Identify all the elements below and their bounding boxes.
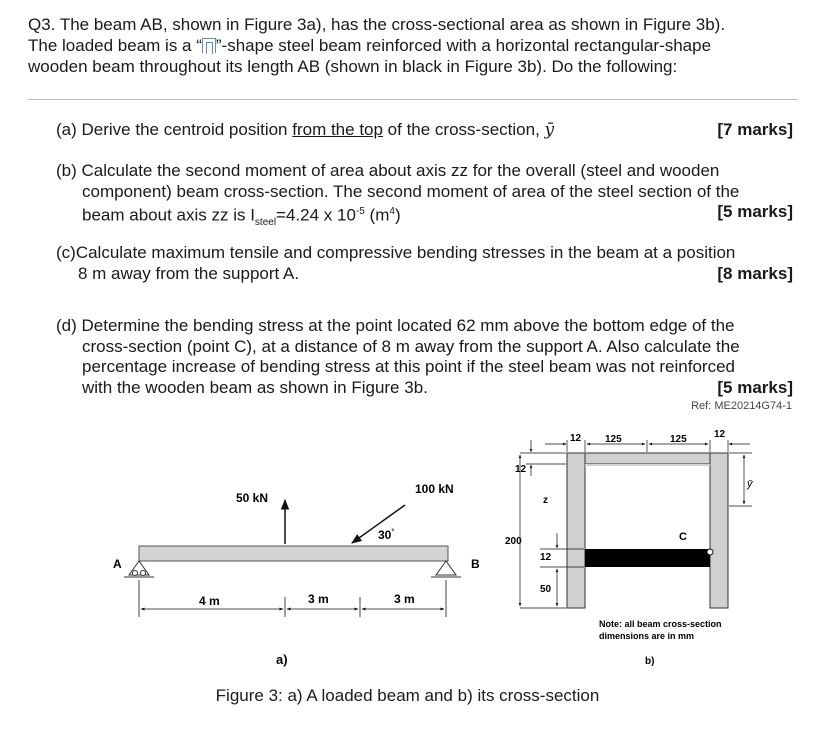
sublabel-a: a) <box>276 652 288 667</box>
angle-label: 30° <box>378 528 395 542</box>
wooden-beam <box>585 549 710 567</box>
part-c: (c)Calculate maximum tensile and compressive bending stresses in the beam at a position 8 m away from the support A. [8 marks] <box>56 243 793 283</box>
point-c-label: C <box>679 531 687 543</box>
marks-d: [5 marks] <box>717 377 793 397</box>
part-a: (a) Derive the centroid position from the top of the cross-section, ȳ [7 marks] <box>56 120 793 140</box>
label-b: B <box>471 557 480 571</box>
intro-line-2: The loaded beam is a “ ”-shape steel beam reinforced with a horizontal rectangular-shape <box>28 36 712 55</box>
dim-12-right: 12 <box>714 429 726 440</box>
load-50kn-label: 50 kN <box>236 491 269 505</box>
sublabel-b: b) <box>645 656 655 667</box>
intro-line-1: Q3. The beam AB, shown in Figure 3a), has the cross-sectional area as shown in Figure 3b). <box>28 15 726 34</box>
dim-12-wood: 12 <box>540 552 552 563</box>
support-b-icon <box>431 561 461 577</box>
dim-4m: 4 m <box>199 594 220 608</box>
dim-12-top: 12 <box>515 464 527 475</box>
point-c-marker <box>707 549 713 555</box>
load-100kn-label: 100 kN <box>415 482 454 496</box>
dim-50: 50 <box>540 584 552 595</box>
marks-a: [7 marks] <box>717 120 793 139</box>
dim-125-a: 125 <box>605 434 622 445</box>
part-d: (d) Determine the bending stress at the point located 62 mm above the bottom edge of the cross-section (point C), at a distance of 8 m away from the support A. Also calculate the percentage increase of bending stress at this point if the steel beam was not reinforced with the wooden beam as shown in Figure 3b. [5 marks] <box>56 316 793 397</box>
figure-b-cross-section <box>505 429 754 667</box>
figure-a-beam-diagram <box>113 482 480 667</box>
axis-z-label: z <box>543 495 548 506</box>
dim-200: 200 <box>505 536 522 547</box>
note-line-1: Note: all beam cross-section <box>599 619 722 629</box>
steel-top-inner <box>585 464 710 466</box>
beam-ab <box>139 546 448 561</box>
label-a: A <box>113 557 122 571</box>
figure-caption: Figure 3: a) A loaded beam and b) its cross-section <box>215 686 600 705</box>
dim-3m-b: 3 m <box>394 592 415 606</box>
steel-right-web <box>710 453 728 608</box>
intro-line-3: wooden beam throughout its length AB (shown in black in Figure 3b). Do the following: <box>28 57 678 76</box>
support-a-icon <box>124 561 154 577</box>
steel-left-web <box>567 453 585 608</box>
ybar-label: ȳ <box>747 478 753 490</box>
dim-3m-a: 3 m <box>308 592 329 606</box>
part-b: (b) Calculate the second moment of area about axis zz for the overall (steel and wooden component) beam cross-section. The second moment of area of the steel section of the beam about axis zz is $I_{steel}=4.24$ x $10^{-5}$ $(m^4)$ [5 marks] <box>56 161 793 229</box>
marks-b: [5 marks] <box>717 202 793 221</box>
steel-top-flange <box>567 453 728 464</box>
dim-12-left: 12 <box>570 433 582 444</box>
reference-code: Ref: ME20214G74-1 <box>691 400 792 412</box>
dim-125-b: 125 <box>670 434 687 445</box>
note-line-2: dimensions are in mm <box>599 631 695 641</box>
marks-c: [8 marks] <box>717 263 793 283</box>
